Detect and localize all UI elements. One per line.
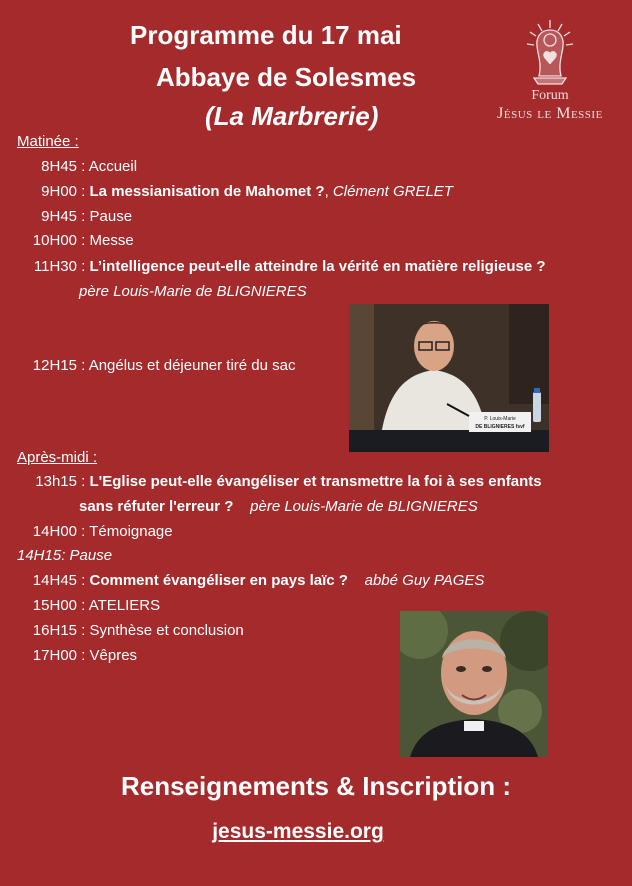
speaker-photo-blignieres xyxy=(349,304,549,452)
schedule-speaker: père Louis-Marie de BLIGNIERES xyxy=(250,498,478,515)
registration-heading: Renseignements & Inscription : xyxy=(120,771,512,801)
schedule-time: 14H15: Pause xyxy=(17,547,113,564)
website-link[interactable]: jesus-messie.org xyxy=(212,820,384,843)
schedule-speaker: père Louis-Marie de BLIGNIERES xyxy=(79,283,307,300)
logo-forum-text: Forum xyxy=(531,88,569,103)
schedule-time: 13h15 xyxy=(35,473,77,490)
schedule-title: ATELIERS xyxy=(88,597,161,614)
schedule-speaker: abbé Guy PAGES xyxy=(364,572,485,589)
schedule-title: L’intelligence peut-elle atteindre la vérité en matière religieuse ? xyxy=(89,258,546,275)
logo-name-text: Jésus le Messie xyxy=(497,105,603,122)
schedule-row: 13h15 : L'Eglise peut-elle évangéliser et transmettre la foi à ses enfants xyxy=(17,473,542,491)
schedule-title: Témoignage xyxy=(89,523,173,540)
schedule-title: Comment évangéliser en pays laïc ? xyxy=(89,572,348,589)
schedule-row: 8H45 : Accueil xyxy=(17,158,137,176)
schedule-title: Vêpres xyxy=(89,647,138,664)
schedule-title: Synthèse et conclusion xyxy=(89,622,244,639)
schedule-time: 12H15 xyxy=(32,357,77,374)
schedule-title: Accueil xyxy=(88,158,138,175)
schedule-row: 16H15 : Synthèse et conclusion xyxy=(17,622,244,640)
schedule-time: 14H00 xyxy=(32,523,77,540)
schedule-title: Messe xyxy=(89,232,134,249)
schedule-time: 16H15 xyxy=(32,622,77,639)
schedule-time: 11H30 xyxy=(33,258,77,275)
title-line-2: Abbaye de Solesmes xyxy=(156,62,417,92)
forum-logo xyxy=(485,18,615,124)
schedule-row xyxy=(17,547,112,565)
speaker-photo-pages xyxy=(400,611,548,757)
schedule-row: 9H00 : La messianisation de Mahomet ?, Clément GRELET xyxy=(17,183,453,201)
schedule-title: Pause xyxy=(89,208,133,225)
schedule-title: L'Eglise peut-elle évangéliser et transmettre la foi à ses enfants xyxy=(89,473,542,490)
nameplate-line-2: DE BLIGNIERES fsvf xyxy=(475,424,525,430)
schedule-row: 17H00 : Vêpres xyxy=(17,647,137,665)
schedule-row: 15H00 : ATELIERS xyxy=(17,597,160,615)
schedule-time: 8H45 xyxy=(41,158,77,175)
schedule-title: Angélus et déjeuner tiré du sac xyxy=(88,357,296,374)
schedule-time: 15H00 xyxy=(32,597,77,614)
schedule-time: 9H00 xyxy=(41,183,77,200)
afternoon-heading: Après-midi : xyxy=(17,449,98,466)
schedule-row: 14H00 : Témoignage xyxy=(17,523,173,541)
sacred-heart-icon xyxy=(524,18,576,86)
schedule-row: 10H00 : Messe xyxy=(17,232,134,250)
title-line-1: Programme du 17 mai xyxy=(130,20,402,50)
schedule-row: 14H45 : Comment évangéliser en pays laïc ? abbé Guy PAGES xyxy=(17,572,484,590)
schedule-time: 17H00 xyxy=(32,647,77,664)
schedule-row: 9H45 : Pause xyxy=(17,208,132,226)
nameplate-line-1: P. Louis-Marie xyxy=(484,416,516,422)
schedule-title: La messianisation de Mahomet ? xyxy=(89,183,325,200)
schedule-continuation xyxy=(79,498,478,516)
schedule-time: 14H45 xyxy=(32,572,77,589)
schedule-title: sans réfuter l'erreur ? xyxy=(79,498,234,515)
schedule-row: 12H15 : Angélus et déjeuner tiré du sac xyxy=(17,357,296,375)
schedule-row: 11H30 : L’intelligence peut-elle atteindre la vérité en matière religieuse ? xyxy=(17,258,546,276)
schedule-speaker: Clément GRELET xyxy=(332,183,453,200)
title-line-3: (La Marbrerie) xyxy=(205,101,379,131)
monk-portrait-image xyxy=(349,304,549,452)
priest-portrait-image xyxy=(400,611,548,757)
schedule-time: 10H00 xyxy=(32,232,77,249)
schedule-time: 9H45 xyxy=(41,208,77,225)
morning-heading: Matinée : xyxy=(17,133,79,150)
